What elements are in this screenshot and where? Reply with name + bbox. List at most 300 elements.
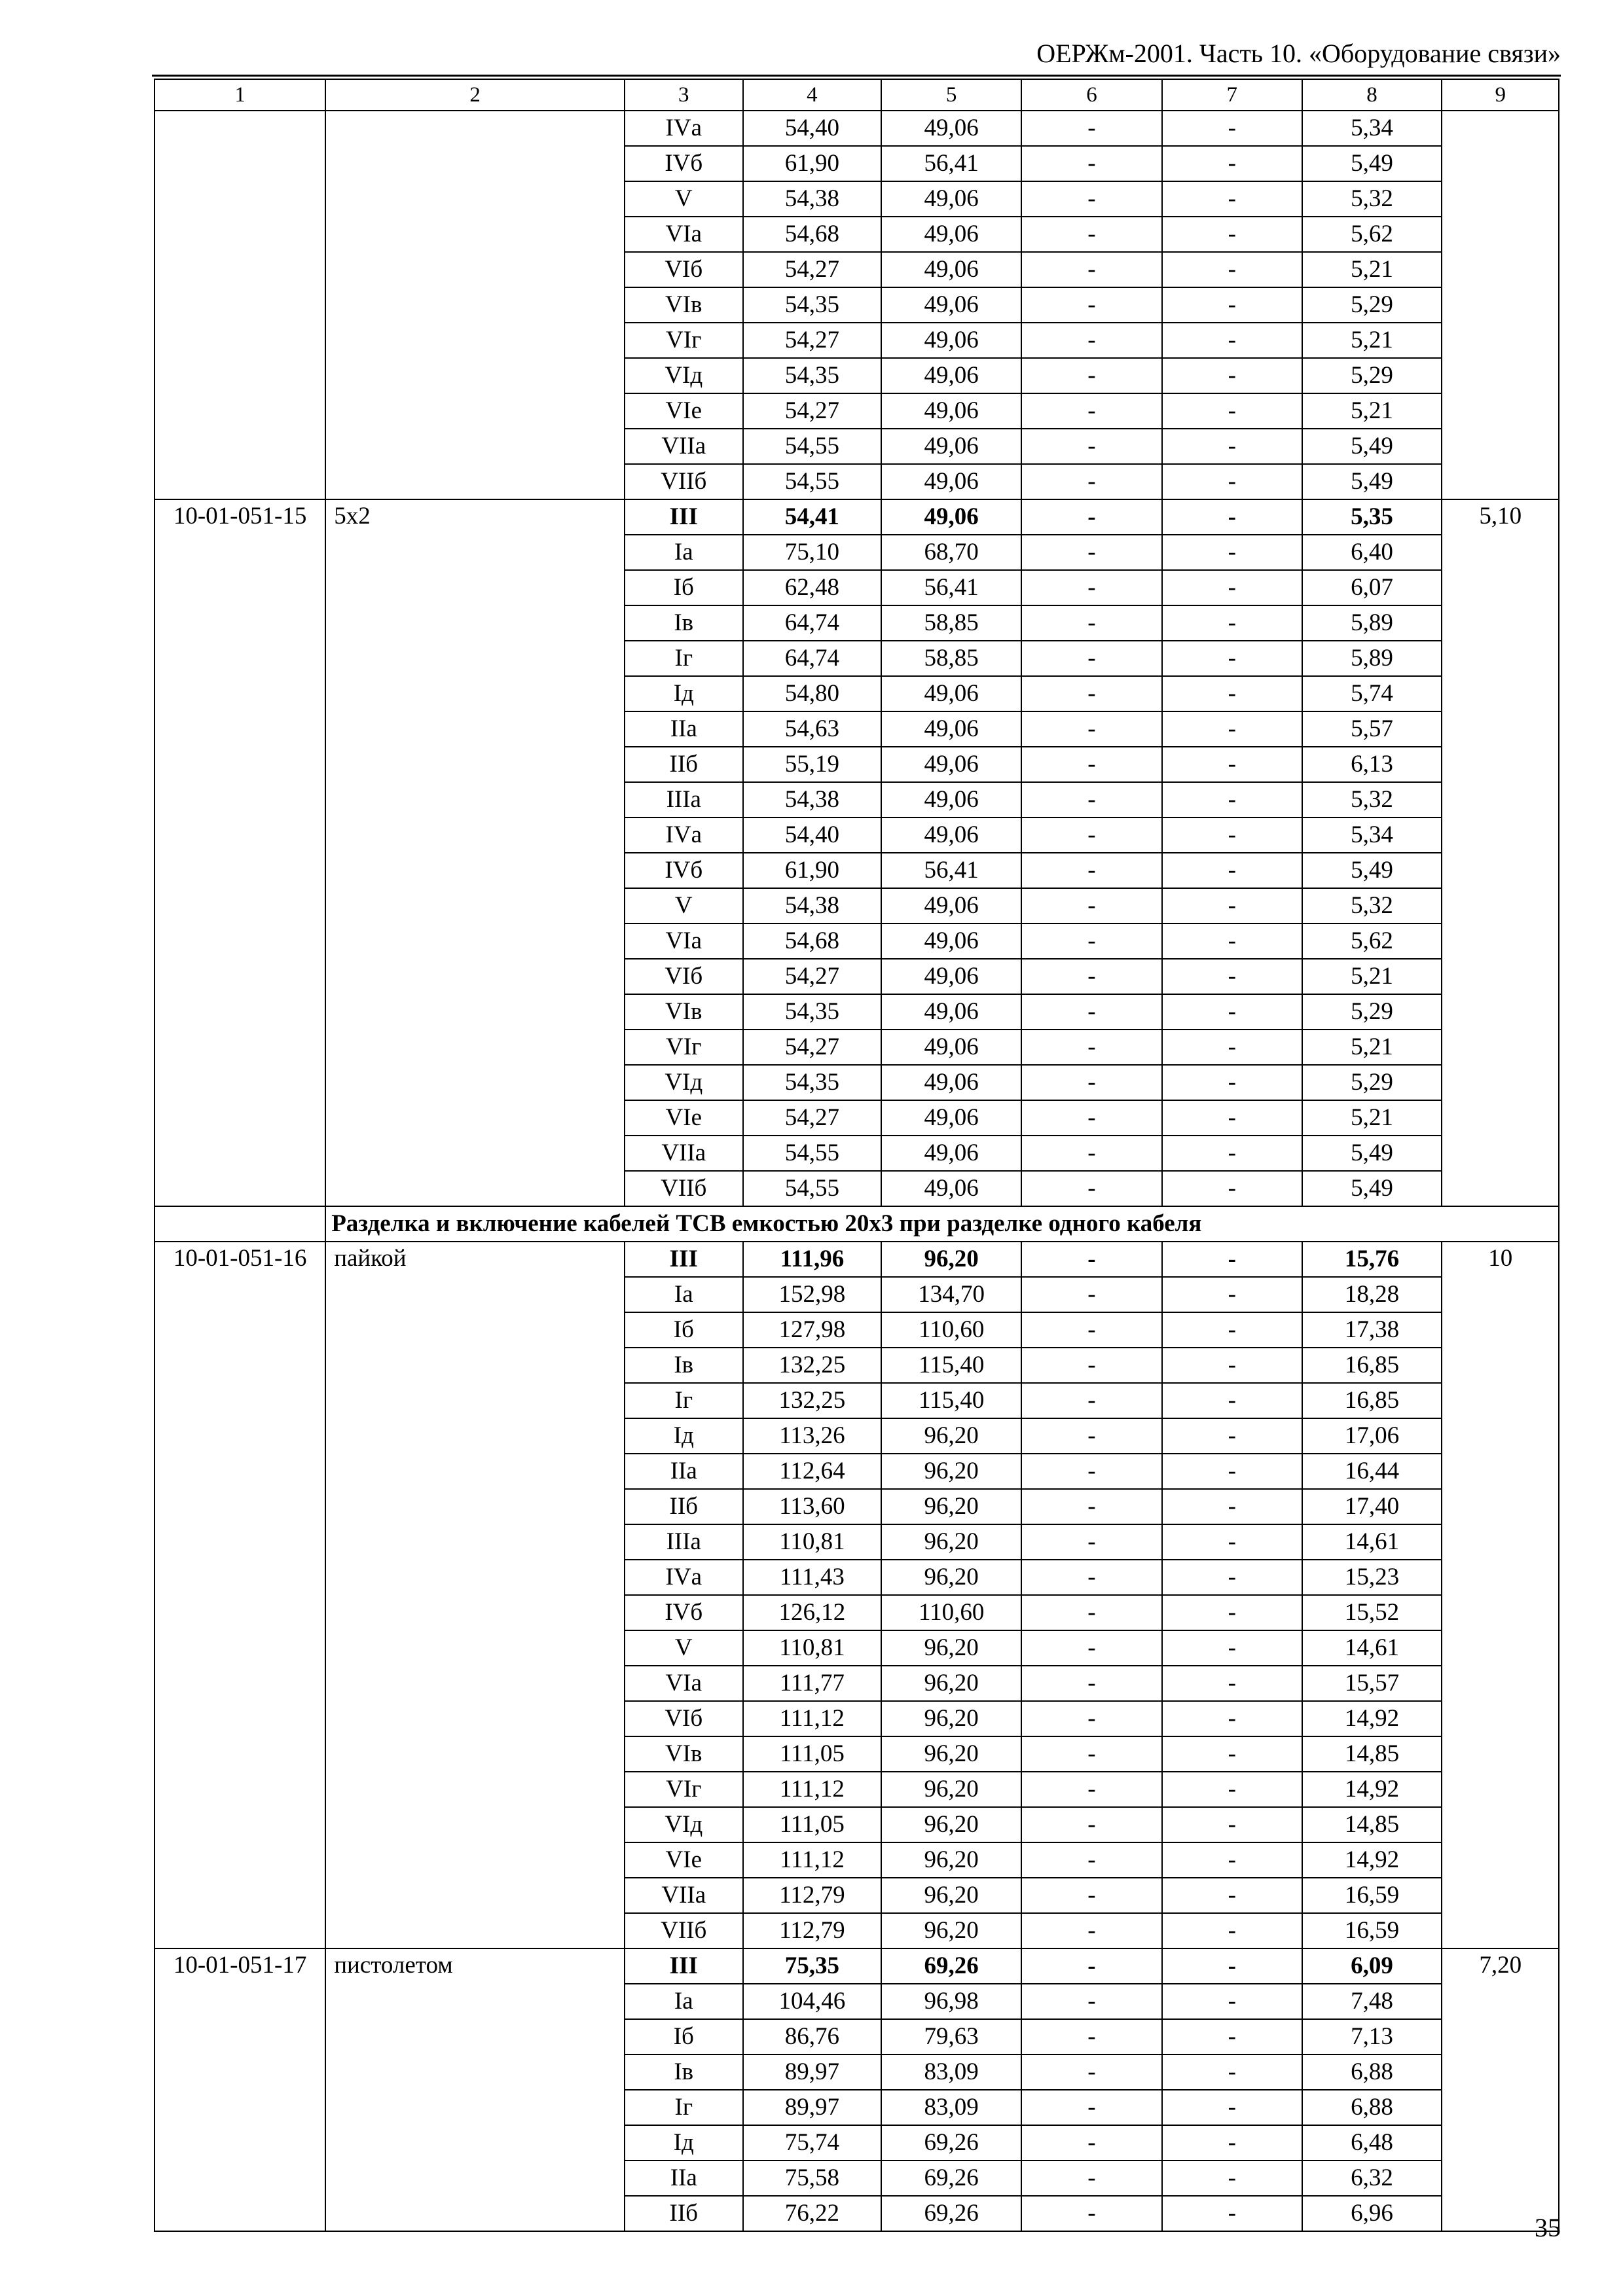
section-row (155, 1206, 1559, 1242)
value-cell: 110,81 (743, 1630, 882, 1666)
value-cell: IVб (625, 853, 743, 888)
value-cell: 96,20 (881, 1842, 1021, 1878)
value-cell: 96,20 (881, 1878, 1021, 1913)
value-cell: 5,34 (1302, 817, 1442, 853)
value-cell: - (1162, 181, 1302, 217)
value-cell: - (1021, 1065, 1162, 1100)
value-cell: 14,92 (1302, 1701, 1442, 1736)
value-cell: 17,40 (1302, 1489, 1442, 1524)
value-cell: - (1162, 1242, 1302, 1277)
value-cell: 86,76 (743, 2019, 882, 2054)
value-cell: - (1021, 1913, 1162, 1948)
value-cell: - (1162, 853, 1302, 888)
value-cell: IIа (625, 711, 743, 747)
value-cell: 54,35 (743, 358, 882, 393)
value-cell: - (1021, 1772, 1162, 1807)
section-spacer (155, 1206, 325, 1242)
value-cell: 6,40 (1302, 535, 1442, 570)
column-number-cell: 8 (1302, 79, 1442, 111)
value-cell: 96,20 (881, 1242, 1021, 1277)
value-cell: 54,27 (743, 959, 882, 994)
value-cell: VIг (625, 1772, 743, 1807)
value-cell: Iа (625, 1984, 743, 2019)
value-cell: VIIа (625, 429, 743, 464)
value-cell: 83,09 (881, 2054, 1021, 2090)
value-cell: 96,20 (881, 1560, 1021, 1595)
value-cell: - (1162, 111, 1302, 146)
value-cell: 49,06 (881, 817, 1021, 853)
value-cell: - (1162, 2125, 1302, 2161)
value-cell: 96,20 (881, 1524, 1021, 1560)
value-cell: - (1021, 1524, 1162, 1560)
value-cell: - (1021, 924, 1162, 959)
col9-cell (1442, 111, 1559, 499)
value-cell: 96,20 (881, 1736, 1021, 1772)
value-cell: - (1162, 2090, 1302, 2125)
value-cell: Iд (625, 1418, 743, 1454)
table-row (155, 499, 1559, 535)
value-cell: IVа (625, 111, 743, 146)
value-cell: - (1021, 641, 1162, 676)
value-cell: 15,52 (1302, 1595, 1442, 1630)
value-cell: 79,63 (881, 2019, 1021, 2054)
name-cell (325, 111, 625, 499)
value-cell: - (1021, 1666, 1162, 1701)
value-cell: 54,55 (743, 1136, 882, 1171)
value-cell: - (1021, 146, 1162, 181)
value-cell: 5,29 (1302, 358, 1442, 393)
value-cell: - (1162, 924, 1302, 959)
value-cell: VIв (625, 1736, 743, 1772)
value-cell: 5,21 (1302, 252, 1442, 287)
value-cell: - (1021, 1560, 1162, 1595)
value-cell: - (1162, 217, 1302, 252)
value-cell: - (1021, 782, 1162, 817)
value-cell: - (1021, 853, 1162, 888)
value-cell: Iв (625, 2054, 743, 2090)
value-cell: 49,06 (881, 323, 1021, 358)
value-cell: - (1021, 1242, 1162, 1277)
value-cell: 54,68 (743, 217, 882, 252)
value-cell: 75,35 (743, 1948, 882, 1984)
value-cell: IIIа (625, 1524, 743, 1560)
running-header: ОЕРЖм-2001. Часть 10. «Оборудование связи» (1036, 39, 1561, 68)
value-cell: - (1021, 2125, 1162, 2161)
value-cell: - (1162, 711, 1302, 747)
value-cell: - (1162, 994, 1302, 1030)
value-cell: VIа (625, 1666, 743, 1701)
value-cell: 54,27 (743, 393, 882, 429)
value-cell: 61,90 (743, 853, 882, 888)
value-cell: - (1162, 1171, 1302, 1206)
value-cell: - (1021, 888, 1162, 924)
value-cell: 14,61 (1302, 1524, 1442, 1560)
value-cell: 58,85 (881, 605, 1021, 641)
value-cell: 96,20 (881, 1807, 1021, 1842)
value-cell: 49,06 (881, 464, 1021, 499)
value-cell: 6,48 (1302, 2125, 1442, 2161)
value-cell: - (1021, 1348, 1162, 1383)
value-cell: Iб (625, 570, 743, 605)
column-number-cell: 3 (625, 79, 743, 111)
value-cell: - (1021, 1030, 1162, 1065)
value-cell: - (1021, 1630, 1162, 1666)
value-cell: 7,48 (1302, 1984, 1442, 2019)
value-cell: VIIа (625, 1878, 743, 1913)
value-cell: 15,57 (1302, 1666, 1442, 1701)
value-cell: IIб (625, 2196, 743, 2231)
value-cell: VIв (625, 287, 743, 323)
value-cell: - (1021, 217, 1162, 252)
value-cell: 5,21 (1302, 1030, 1442, 1065)
value-cell: - (1162, 323, 1302, 358)
value-cell: 64,74 (743, 605, 882, 641)
column-number-cell: 4 (743, 79, 882, 111)
value-cell: 5,89 (1302, 605, 1442, 641)
value-cell: 54,38 (743, 888, 882, 924)
value-cell: 49,06 (881, 747, 1021, 782)
value-cell: 5,49 (1302, 853, 1442, 888)
value-cell: - (1021, 1948, 1162, 1984)
value-cell: 6,88 (1302, 2054, 1442, 2090)
value-cell: - (1021, 1489, 1162, 1524)
value-cell: - (1021, 429, 1162, 464)
rate-code: 10-01-051-17 (155, 1948, 325, 2231)
value-cell: 54,68 (743, 924, 882, 959)
rate-name: 5х2 (325, 499, 625, 1206)
value-cell: 49,06 (881, 358, 1021, 393)
value-cell: - (1021, 959, 1162, 994)
value-cell: - (1162, 1913, 1302, 1948)
value-cell: 6,13 (1302, 747, 1442, 782)
value-cell: 54,27 (743, 252, 882, 287)
value-cell: 49,06 (881, 676, 1021, 711)
value-cell: Iв (625, 605, 743, 641)
value-cell: 96,20 (881, 1454, 1021, 1489)
value-cell: 5,49 (1302, 146, 1442, 181)
value-cell: 17,38 (1302, 1312, 1442, 1348)
value-cell: IIа (625, 1454, 743, 1489)
value-cell: 49,06 (881, 959, 1021, 994)
value-cell: 5,29 (1302, 287, 1442, 323)
value-cell: 5,35 (1302, 499, 1442, 535)
value-cell: 54,27 (743, 1030, 882, 1065)
value-cell: - (1162, 1454, 1302, 1489)
value-cell: 54,27 (743, 1100, 882, 1136)
value-cell: 5,57 (1302, 711, 1442, 747)
value-cell: VIа (625, 217, 743, 252)
value-cell: 14,85 (1302, 1807, 1442, 1842)
value-cell: 110,81 (743, 1524, 882, 1560)
value-cell: 5,32 (1302, 181, 1442, 217)
value-cell: 54,41 (743, 499, 882, 535)
value-cell: 49,06 (881, 1136, 1021, 1171)
value-cell: 111,96 (743, 1242, 882, 1277)
value-cell: - (1162, 535, 1302, 570)
value-cell: 69,26 (881, 2196, 1021, 2231)
value-cell: 49,06 (881, 924, 1021, 959)
value-cell: 54,55 (743, 1171, 882, 1206)
value-cell: - (1021, 2054, 1162, 2090)
value-cell: - (1162, 1560, 1302, 1595)
value-cell: 49,06 (881, 499, 1021, 535)
value-cell: - (1021, 1984, 1162, 2019)
value-cell: - (1162, 358, 1302, 393)
value-cell: 132,25 (743, 1348, 882, 1383)
value-cell: - (1021, 1277, 1162, 1312)
value-cell: 64,74 (743, 641, 882, 676)
value-cell: Iг (625, 2090, 743, 2125)
value-cell: - (1162, 1701, 1302, 1736)
value-cell: - (1162, 1630, 1302, 1666)
value-cell: - (1162, 570, 1302, 605)
value-cell: 96,20 (881, 1630, 1021, 1666)
value-cell: 16,59 (1302, 1878, 1442, 1913)
column-number-cell: 2 (325, 79, 625, 111)
value-cell: 49,06 (881, 1030, 1021, 1065)
value-cell: Iб (625, 1312, 743, 1348)
value-cell: IVб (625, 1595, 743, 1630)
value-cell: VIIб (625, 1171, 743, 1206)
value-cell: 96,20 (881, 1772, 1021, 1807)
value-cell: - (1162, 1348, 1302, 1383)
value-cell: - (1162, 2161, 1302, 2196)
value-cell: 111,12 (743, 1701, 882, 1736)
value-cell: 104,46 (743, 1984, 882, 2019)
value-cell: 89,97 (743, 2054, 882, 2090)
value-cell: - (1162, 888, 1302, 924)
value-cell: 5,21 (1302, 1100, 1442, 1136)
value-cell: - (1162, 747, 1302, 782)
value-cell: 5,49 (1302, 429, 1442, 464)
value-cell: IIб (625, 1489, 743, 1524)
value-cell: - (1021, 287, 1162, 323)
value-cell: - (1162, 676, 1302, 711)
value-cell: 14,85 (1302, 1736, 1442, 1772)
value-cell: 110,60 (881, 1595, 1021, 1630)
value-cell: 83,09 (881, 2090, 1021, 2125)
value-cell: - (1162, 641, 1302, 676)
value-cell: - (1021, 323, 1162, 358)
value-cell: - (1021, 181, 1162, 217)
value-cell: Iб (625, 2019, 743, 2054)
value-cell: VIа (625, 924, 743, 959)
value-cell: Iа (625, 535, 743, 570)
rate-code: 10-01-051-15 (155, 499, 325, 1206)
value-cell: - (1021, 2196, 1162, 2231)
value-cell: 111,77 (743, 1666, 882, 1701)
value-cell: - (1162, 1277, 1302, 1312)
value-cell: 49,06 (881, 1100, 1021, 1136)
value-cell: - (1162, 605, 1302, 641)
value-cell: 96,20 (881, 1913, 1021, 1948)
value-cell: 5,32 (1302, 782, 1442, 817)
value-cell: 111,05 (743, 1807, 882, 1842)
value-cell: Iа (625, 1277, 743, 1312)
value-cell: IIб (625, 747, 743, 782)
value-cell: 7,13 (1302, 2019, 1442, 2054)
value-cell: 76,22 (743, 2196, 882, 2231)
header-rule (152, 75, 1561, 77)
value-cell: VIе (625, 1100, 743, 1136)
value-cell: - (1021, 1842, 1162, 1878)
value-cell: - (1021, 1100, 1162, 1136)
value-cell: 89,97 (743, 2090, 882, 2125)
value-cell: 112,79 (743, 1913, 882, 1948)
value-cell: 5,29 (1302, 994, 1442, 1030)
rate-col9: 7,20 (1442, 1948, 1559, 2231)
value-cell: 49,06 (881, 252, 1021, 287)
rate-name: пайкой (325, 1242, 625, 1948)
value-cell: 16,59 (1302, 1913, 1442, 1948)
value-cell: - (1162, 1489, 1302, 1524)
value-cell: - (1162, 1524, 1302, 1560)
value-cell: VIе (625, 1842, 743, 1878)
value-cell: - (1162, 1807, 1302, 1842)
value-cell: - (1162, 817, 1302, 853)
value-cell: Iг (625, 1383, 743, 1418)
value-cell: - (1162, 1595, 1302, 1630)
rate-code: 10-01-051-16 (155, 1242, 325, 1948)
value-cell: 5,32 (1302, 888, 1442, 924)
value-cell: 5,62 (1302, 217, 1442, 252)
value-cell: 112,79 (743, 1878, 882, 1913)
value-cell: VIв (625, 994, 743, 1030)
value-cell: IVб (625, 146, 743, 181)
value-cell: 18,28 (1302, 1277, 1442, 1312)
rates-table-body (155, 79, 1559, 2231)
value-cell: - (1021, 817, 1162, 853)
value-cell: - (1162, 1878, 1302, 1913)
value-cell: 49,06 (881, 711, 1021, 747)
value-cell: 61,90 (743, 146, 882, 181)
value-cell: 14,92 (1302, 1772, 1442, 1807)
value-cell: - (1021, 1171, 1162, 1206)
value-cell: 69,26 (881, 2161, 1021, 2196)
value-cell: 54,80 (743, 676, 882, 711)
value-cell: 111,12 (743, 1772, 882, 1807)
value-cell: - (1162, 429, 1302, 464)
value-cell: 56,41 (881, 570, 1021, 605)
value-cell: 5,29 (1302, 1065, 1442, 1100)
value-cell: 152,98 (743, 1277, 882, 1312)
value-cell: - (1021, 1595, 1162, 1630)
value-cell: - (1162, 393, 1302, 429)
value-cell: 14,61 (1302, 1630, 1442, 1666)
value-cell: - (1162, 2196, 1302, 2231)
rate-col9: 5,10 (1442, 499, 1559, 1206)
value-cell: 54,35 (743, 287, 882, 323)
value-cell: 115,40 (881, 1348, 1021, 1383)
value-cell: - (1021, 2019, 1162, 2054)
value-cell: 5,21 (1302, 959, 1442, 994)
value-cell: 6,09 (1302, 1948, 1442, 1984)
value-cell: 54,38 (743, 782, 882, 817)
rate-col9: 10 (1442, 1242, 1559, 1948)
value-cell: 54,35 (743, 994, 882, 1030)
value-cell: IIIа (625, 782, 743, 817)
rates-table (154, 79, 1559, 2232)
value-cell: Iв (625, 1348, 743, 1383)
value-cell: 96,20 (881, 1489, 1021, 1524)
value-cell: 62,48 (743, 570, 882, 605)
value-cell: VIе (625, 393, 743, 429)
value-cell: 49,06 (881, 782, 1021, 817)
value-cell: - (1162, 1030, 1302, 1065)
value-cell: Iд (625, 676, 743, 711)
value-cell: 5,74 (1302, 676, 1442, 711)
value-cell: 49,06 (881, 393, 1021, 429)
value-cell: 96,20 (881, 1418, 1021, 1454)
value-cell: VIб (625, 252, 743, 287)
value-cell: VIIб (625, 1913, 743, 1948)
value-cell: - (1162, 1948, 1302, 1984)
value-cell: - (1162, 782, 1302, 817)
value-cell: 49,06 (881, 994, 1021, 1030)
value-cell: - (1021, 393, 1162, 429)
value-cell: 49,06 (881, 1171, 1021, 1206)
value-cell: - (1162, 146, 1302, 181)
value-cell: - (1021, 1701, 1162, 1736)
column-number-cell: 7 (1162, 79, 1302, 111)
page-number: 35 (1535, 2213, 1561, 2242)
value-cell: 112,64 (743, 1454, 882, 1489)
value-cell: - (1021, 1807, 1162, 1842)
value-cell: VIд (625, 1807, 743, 1842)
value-cell: - (1162, 287, 1302, 323)
value-cell: VIг (625, 323, 743, 358)
value-cell: 75,10 (743, 535, 882, 570)
value-cell: 56,41 (881, 146, 1021, 181)
value-cell: 5,34 (1302, 111, 1442, 146)
value-cell: 15,76 (1302, 1242, 1442, 1277)
value-cell: 5,49 (1302, 1136, 1442, 1171)
value-cell: 127,98 (743, 1312, 882, 1348)
value-cell: - (1162, 1984, 1302, 2019)
value-cell: IVа (625, 817, 743, 853)
value-cell: 17,06 (1302, 1418, 1442, 1454)
value-cell: 16,85 (1302, 1383, 1442, 1418)
value-cell: 111,43 (743, 1560, 882, 1595)
value-cell: - (1021, 111, 1162, 146)
value-cell: - (1021, 252, 1162, 287)
value-cell: - (1021, 1454, 1162, 1489)
value-cell: - (1021, 2090, 1162, 2125)
value-cell: - (1021, 747, 1162, 782)
value-cell: 54,40 (743, 111, 882, 146)
value-cell: III (625, 499, 743, 535)
value-cell: 49,06 (881, 217, 1021, 252)
value-cell: - (1021, 464, 1162, 499)
value-cell: 126,12 (743, 1595, 882, 1630)
value-cell: 113,26 (743, 1418, 882, 1454)
value-cell: III (625, 1242, 743, 1277)
value-cell: - (1162, 1312, 1302, 1348)
value-cell: - (1021, 570, 1162, 605)
value-cell: 6,32 (1302, 2161, 1442, 2196)
value-cell: - (1021, 499, 1162, 535)
column-number-cell: 5 (881, 79, 1021, 111)
value-cell: - (1162, 1418, 1302, 1454)
value-cell: 54,55 (743, 429, 882, 464)
value-cell: - (1162, 499, 1302, 535)
value-cell: 6,88 (1302, 2090, 1442, 2125)
table-row (155, 111, 1559, 146)
value-cell: - (1162, 2019, 1302, 2054)
value-cell: 49,06 (881, 111, 1021, 146)
value-cell: 55,19 (743, 747, 882, 782)
value-cell: 69,26 (881, 2125, 1021, 2161)
